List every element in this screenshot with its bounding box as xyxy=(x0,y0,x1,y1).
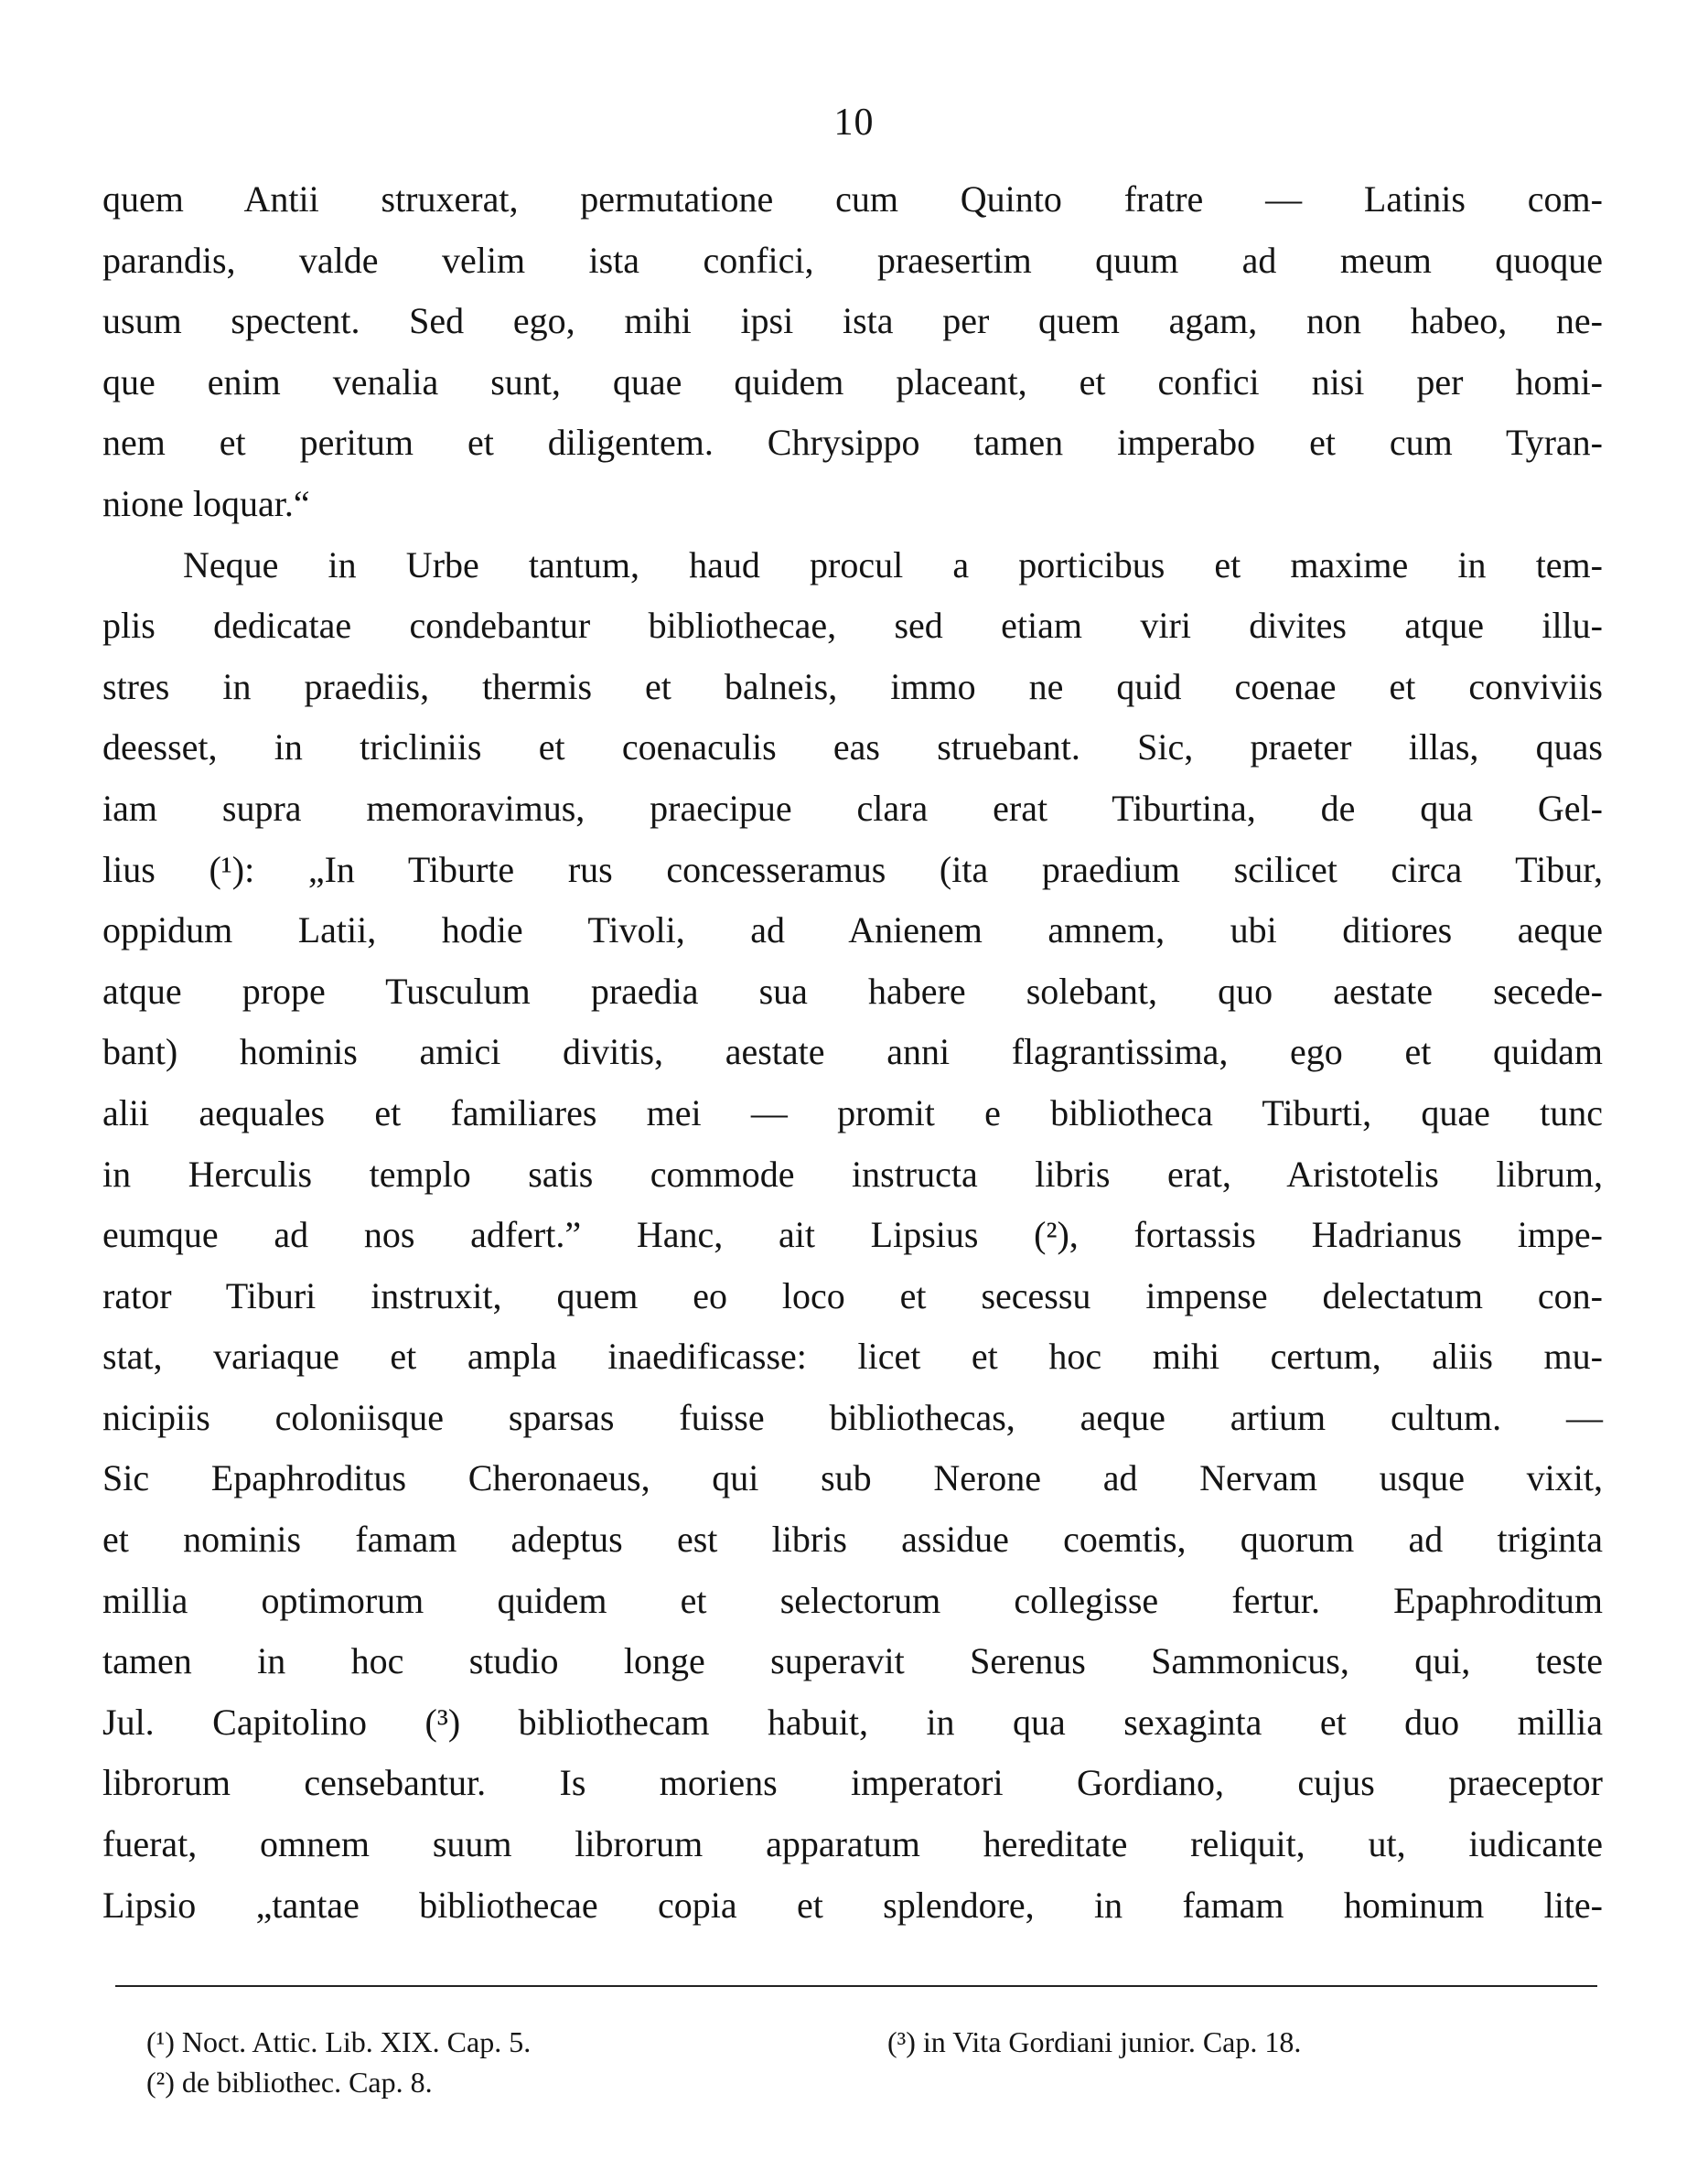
body-line: plis dedicatae condebantur bibliothecae, sed etiam viri divites atque illu- xyxy=(102,605,1603,647)
body-line: nione loquar.“ xyxy=(102,482,310,524)
body-line: Lipsio „tantae bibliothecae copia et splendore, in famam hominum lite- xyxy=(102,1884,1603,1926)
body-line: deesset, in tricliniis et coenaculis eas struebant. Sic, praeter illas, quas xyxy=(102,726,1603,768)
body-line: nicipiis coloniisque sparsas fuisse bibliothecas, aeque artium cultum. — xyxy=(102,1396,1603,1438)
body-line: oppidum Latii, hodie Tivoli, ad Anienem amnem, ubi ditiores aeque xyxy=(102,909,1603,951)
body-line-paragraph-start: Neque in Urbe tantum, haud procul a porticibus et maxime in tem- xyxy=(183,543,1603,585)
body-line: rator Tiburi instruxit, quem eo loco et secessu impense delectatum con- xyxy=(102,1274,1603,1316)
body-line: tamen in hoc studio longe superavit Serenus Sammonicus, qui, teste xyxy=(102,1640,1603,1682)
body-line: que enim venalia sunt, quae quidem placeant, et confici nisi per homi- xyxy=(102,360,1603,403)
body-line: stat, variaque et ampla inaedificasse: licet et hoc mihi certum, aliis mu- xyxy=(102,1336,1603,1378)
body-line: alii aequales et familiares mei — promit e bibliotheca Tiburti, quae tunc xyxy=(102,1091,1603,1133)
page-number: 10 xyxy=(833,102,875,144)
body-line: in Herculis templo satis commode instructa libris erat, Aristotelis librum, xyxy=(102,1153,1603,1195)
body-line: librorum censebantur. Is moriens imperatori Gordiano, cujus praeceptor xyxy=(102,1762,1603,1804)
body-line: nem et peritum et diligentem. Chrysippo tamen imperabo et cum Tyran- xyxy=(102,422,1603,464)
body-line: atque prope Tusculum praedia sua habere solebant, quo aestate secede- xyxy=(102,970,1603,1012)
footnote-2: (²) de bibliothec. Cap. 8. xyxy=(146,2066,433,2099)
body-line: eumque ad nos adfert.” Hanc, ait Lipsius (²), fortassis Hadrianus impe- xyxy=(102,1214,1603,1256)
body-line: fuerat, omnem suum librorum apparatum hereditate reliquit, ut, iudicante xyxy=(102,1823,1603,1865)
body-line: Jul. Capitolino (³) bibliothecam habuit, in qua sexaginta et duo millia xyxy=(102,1701,1603,1743)
footnote-divider xyxy=(115,1985,1597,1987)
body-line: Sic Epaphroditus Cheronaeus, qui sub Nerone ad Nervam usque vixit, xyxy=(102,1457,1603,1499)
footnote-column-left xyxy=(146,2022,531,2102)
body-line: millia optimorum quidem et selectorum collegisse fertur. Epaphroditum xyxy=(102,1579,1603,1621)
footnote-1: (¹) Noct. Attic. Lib. XIX. Cap. 5. xyxy=(146,2025,532,2058)
body-line: iam supra memoravimus, praecipue clara erat Tiburtina, de qua Gel- xyxy=(102,787,1603,829)
body-line: et nominis famam adeptus est libris assidue coemtis, quorum ad triginta xyxy=(102,1519,1603,1561)
body-line: lius (¹): „In Tiburte rus concesseramus (ita praedium scilicet circa Tibur, xyxy=(102,848,1603,890)
body-line: stres in praediis, thermis et balneis, immo ne quid coenae et conviviis xyxy=(102,665,1603,707)
footnote-column-right xyxy=(887,2022,1301,2062)
body-text xyxy=(102,169,1603,1936)
footnote-3: (³) in Vita Gordiani junior. Cap. 18. xyxy=(887,2025,1302,2058)
body-line: quem Antii struxerat, permutatione cum Quinto fratre — Latinis com- xyxy=(102,178,1603,220)
body-line: parandis, valde velim ista confici, praesertim quum ad meum quoque xyxy=(102,239,1603,281)
body-line: bant) hominis amici divitis, aestate anni flagrantissima, ego et quidam xyxy=(102,1031,1603,1073)
body-line: usum spectent. Sed ego, mihi ipsi ista per quem agam, non habeo, ne- xyxy=(102,300,1603,342)
